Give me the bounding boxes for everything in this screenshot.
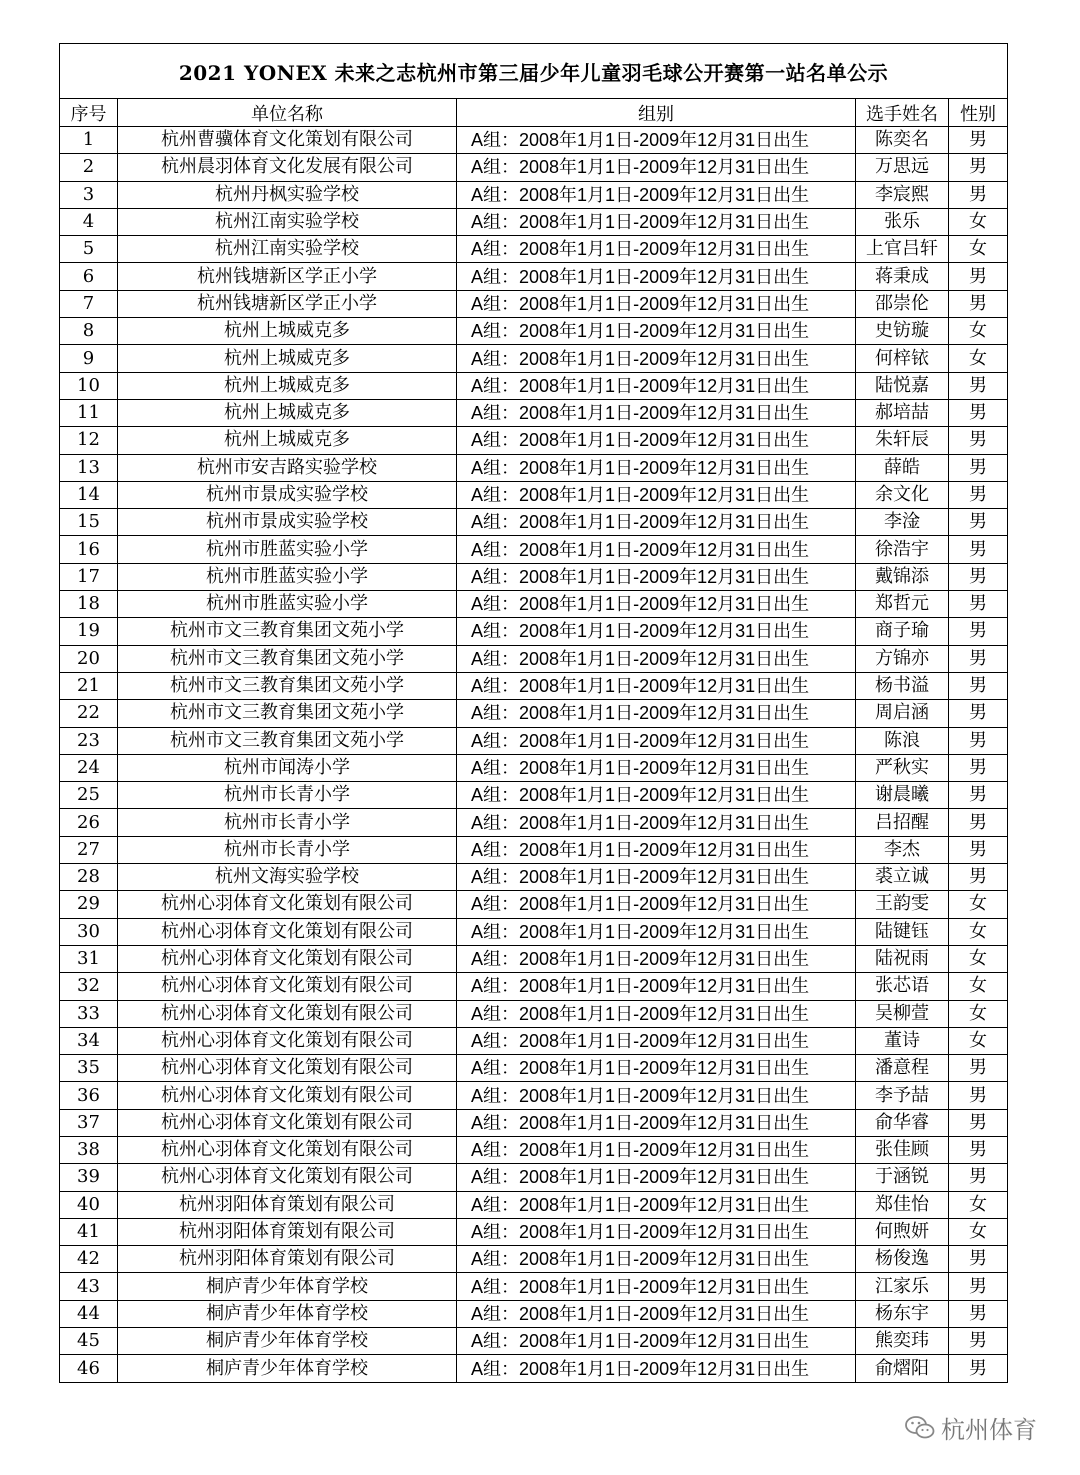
- cell-group: A组：2008年1月1日-2009年12月31日出生: [457, 263, 856, 290]
- cell-gender: 女: [949, 208, 1008, 235]
- cell-group: A组：2008年1月1日-2009年12月31日出生: [457, 236, 856, 263]
- cell-gender: 男: [949, 727, 1008, 754]
- cell-player-name: 郝培喆: [856, 399, 949, 426]
- watermark-text: 杭州体育: [941, 1416, 1037, 1444]
- cell-index: 33: [60, 1000, 118, 1027]
- cell-index: 5: [60, 236, 118, 263]
- cell-group: A组：2008年1月1日-2009年12月31日出生: [457, 127, 856, 154]
- cell-unit: 杭州市长青小学: [118, 782, 457, 809]
- cell-group: A组：2008年1月1日-2009年12月31日出生: [457, 645, 856, 672]
- cell-index: 22: [60, 700, 118, 727]
- cell-unit: 桐庐青少年体育学校: [118, 1355, 457, 1382]
- cell-group: A组：2008年1月1日-2009年12月31日出生: [457, 700, 856, 727]
- cell-unit: 杭州曹骥体育文化策划有限公司: [118, 127, 457, 154]
- cell-unit: 杭州心羽体育文化策划有限公司: [118, 891, 457, 918]
- cell-gender: 男: [949, 1328, 1008, 1355]
- cell-player-name: 吴柳萱: [856, 1000, 949, 1027]
- cell-gender: 女: [949, 1191, 1008, 1218]
- cell-group: A组：2008年1月1日-2009年12月31日出生: [457, 1328, 856, 1355]
- cell-unit: 杭州心羽体育文化策划有限公司: [118, 973, 457, 1000]
- table-row: [60, 1273, 1008, 1300]
- cell-unit: 杭州心羽体育文化策划有限公司: [118, 945, 457, 972]
- cell-player-name: 郑哲元: [856, 591, 949, 618]
- table-row: [60, 864, 1008, 891]
- cell-group: A组：2008年1月1日-2009年12月31日出生: [457, 1164, 856, 1191]
- cell-unit: 杭州江南实验学校: [118, 236, 457, 263]
- cell-index: 39: [60, 1164, 118, 1191]
- cell-gender: 男: [949, 1355, 1008, 1382]
- table-row: [60, 1109, 1008, 1136]
- cell-player-name: 蒋秉成: [856, 263, 949, 290]
- cell-player-name: 陆键钰: [856, 918, 949, 945]
- cell-gender: 男: [949, 372, 1008, 399]
- cell-gender: 女: [949, 1027, 1008, 1054]
- cell-gender: 男: [949, 864, 1008, 891]
- cell-player-name: 于涵锐: [856, 1164, 949, 1191]
- cell-unit: 杭州江南实验学校: [118, 208, 457, 235]
- cell-unit: 杭州市文三教育集团文苑小学: [118, 700, 457, 727]
- table-row: [60, 1136, 1008, 1163]
- table-row: [60, 454, 1008, 481]
- cell-group: A组：2008年1月1日-2009年12月31日出生: [457, 318, 856, 345]
- cell-unit: 杭州市文三教育集团文苑小学: [118, 645, 457, 672]
- cell-player-name: 陈浪: [856, 727, 949, 754]
- cell-index: 46: [60, 1355, 118, 1382]
- cell-gender: 男: [949, 563, 1008, 590]
- table-row: [60, 618, 1008, 645]
- cell-group: A组：2008年1月1日-2009年12月31日出生: [457, 1246, 856, 1273]
- cell-player-name: 王韵雯: [856, 891, 949, 918]
- cell-player-name: 万思远: [856, 154, 949, 181]
- cell-unit: 杭州市闻涛小学: [118, 754, 457, 781]
- cell-group: A组：2008年1月1日-2009年12月31日出生: [457, 399, 856, 426]
- cell-group: A组：2008年1月1日-2009年12月31日出生: [457, 345, 856, 372]
- roster-sheet: [59, 43, 1007, 1383]
- table-row: [60, 481, 1008, 508]
- table-row: [60, 727, 1008, 754]
- header-unit: 单位名称: [118, 99, 457, 127]
- cell-player-name: 张佳顾: [856, 1136, 949, 1163]
- cell-gender: 男: [949, 127, 1008, 154]
- cell-gender: 男: [949, 672, 1008, 699]
- table-row: [60, 509, 1008, 536]
- cell-index: 28: [60, 864, 118, 891]
- cell-player-name: 李宸熙: [856, 181, 949, 208]
- cell-unit: 杭州市长青小学: [118, 809, 457, 836]
- header-row: [60, 99, 1008, 127]
- cell-group: A组：2008年1月1日-2009年12月31日出生: [457, 782, 856, 809]
- table-row: [60, 181, 1008, 208]
- cell-unit: 杭州市长青小学: [118, 836, 457, 863]
- table-row: [60, 1000, 1008, 1027]
- cell-player-name: 张乐: [856, 208, 949, 235]
- cell-unit: 杭州市景成实验学校: [118, 481, 457, 508]
- table-row: [60, 591, 1008, 618]
- cell-player-name: 吕招醒: [856, 809, 949, 836]
- cell-gender: 男: [949, 754, 1008, 781]
- cell-group: A组：2008年1月1日-2009年12月31日出生: [457, 1027, 856, 1054]
- cell-index: 40: [60, 1191, 118, 1218]
- table-row: [60, 1082, 1008, 1109]
- cell-player-name: 徐浩宇: [856, 536, 949, 563]
- cell-player-name: 张芯语: [856, 973, 949, 1000]
- table-row: [60, 918, 1008, 945]
- cell-gender: 男: [949, 836, 1008, 863]
- cell-gender: 女: [949, 345, 1008, 372]
- cell-group: A组：2008年1月1日-2009年12月31日出生: [457, 809, 856, 836]
- cell-index: 4: [60, 208, 118, 235]
- cell-group: A组：2008年1月1日-2009年12月31日出生: [457, 1055, 856, 1082]
- cell-player-name: 裘立诚: [856, 864, 949, 891]
- cell-group: A组：2008年1月1日-2009年12月31日出生: [457, 727, 856, 754]
- cell-player-name: 何梓铱: [856, 345, 949, 372]
- header-player-name: 选手姓名: [856, 99, 949, 127]
- cell-gender: 女: [949, 973, 1008, 1000]
- table-row: [60, 1246, 1008, 1273]
- cell-player-name: 严秋实: [856, 754, 949, 781]
- cell-gender: 男: [949, 1055, 1008, 1082]
- cell-unit: 杭州文海实验学校: [118, 864, 457, 891]
- cell-index: 18: [60, 591, 118, 618]
- cell-unit: 杭州钱塘新区学正小学: [118, 290, 457, 317]
- cell-index: 1: [60, 127, 118, 154]
- cell-gender: 男: [949, 181, 1008, 208]
- cell-index: 2: [60, 154, 118, 181]
- table-row: [60, 154, 1008, 181]
- cell-index: 21: [60, 672, 118, 699]
- cell-group: A组：2008年1月1日-2009年12月31日出生: [457, 208, 856, 235]
- cell-player-name: 陆悦嘉: [856, 372, 949, 399]
- cell-group: A组：2008年1月1日-2009年12月31日出生: [457, 1191, 856, 1218]
- cell-index: 36: [60, 1082, 118, 1109]
- table-row: [60, 672, 1008, 699]
- cell-unit: 杭州心羽体育文化策划有限公司: [118, 1000, 457, 1027]
- cell-unit: 杭州市景成实验学校: [118, 509, 457, 536]
- cell-player-name: 郑佳怡: [856, 1191, 949, 1218]
- cell-player-name: 董诗: [856, 1027, 949, 1054]
- cell-unit: 杭州上城威克多: [118, 427, 457, 454]
- cell-gender: 男: [949, 399, 1008, 426]
- table-row: [60, 1164, 1008, 1191]
- cell-gender: 男: [949, 427, 1008, 454]
- cell-index: 19: [60, 618, 118, 645]
- table-row: [60, 372, 1008, 399]
- table-row: [60, 1355, 1008, 1382]
- cell-unit: 杭州晨羽体育文化发展有限公司: [118, 154, 457, 181]
- cell-group: A组：2008年1月1日-2009年12月31日出生: [457, 945, 856, 972]
- cell-group: A组：2008年1月1日-2009年12月31日出生: [457, 290, 856, 317]
- cell-player-name: 史钫璇: [856, 318, 949, 345]
- cell-index: 37: [60, 1109, 118, 1136]
- cell-player-name: 戴锦添: [856, 563, 949, 590]
- cell-unit: 杭州市胜蓝实验小学: [118, 536, 457, 563]
- document-title: 2021 YONEX 未来之志杭州市第三届少年儿童羽毛球公开赛第一站名单公示: [60, 44, 1008, 99]
- cell-group: A组：2008年1月1日-2009年12月31日出生: [457, 181, 856, 208]
- cell-unit: 杭州上城威克多: [118, 318, 457, 345]
- cell-unit: 杭州市文三教育集团文苑小学: [118, 672, 457, 699]
- table-row: [60, 208, 1008, 235]
- cell-player-name: 俞熠阳: [856, 1355, 949, 1382]
- cell-gender: 男: [949, 618, 1008, 645]
- cell-gender: 男: [949, 782, 1008, 809]
- cell-index: 12: [60, 427, 118, 454]
- table-row: [60, 536, 1008, 563]
- cell-group: A组：2008年1月1日-2009年12月31日出生: [457, 509, 856, 536]
- table-row: [60, 1328, 1008, 1355]
- cell-unit: 杭州心羽体育文化策划有限公司: [118, 1055, 457, 1082]
- table-row: [60, 236, 1008, 263]
- cell-gender: 男: [949, 1164, 1008, 1191]
- cell-unit: 杭州丹枫实验学校: [118, 181, 457, 208]
- cell-group: A组：2008年1月1日-2009年12月31日出生: [457, 427, 856, 454]
- cell-gender: 男: [949, 154, 1008, 181]
- cell-group: A组：2008年1月1日-2009年12月31日出生: [457, 372, 856, 399]
- cell-gender: 女: [949, 918, 1008, 945]
- cell-gender: 男: [949, 1300, 1008, 1327]
- cell-group: A组：2008年1月1日-2009年12月31日出生: [457, 563, 856, 590]
- table-row: [60, 1055, 1008, 1082]
- cell-group: A组：2008年1月1日-2009年12月31日出生: [457, 536, 856, 563]
- cell-group: A组：2008年1月1日-2009年12月31日出生: [457, 1136, 856, 1163]
- cell-unit: 杭州上城威克多: [118, 399, 457, 426]
- cell-player-name: 杨书溢: [856, 672, 949, 699]
- table-row: [60, 1027, 1008, 1054]
- cell-unit: 桐庐青少年体育学校: [118, 1328, 457, 1355]
- cell-gender: 男: [949, 290, 1008, 317]
- table-row: [60, 263, 1008, 290]
- cell-player-name: 上官吕轩: [856, 236, 949, 263]
- cell-index: 35: [60, 1055, 118, 1082]
- table-row: [60, 700, 1008, 727]
- table-row: [60, 782, 1008, 809]
- cell-player-name: 何煦妍: [856, 1218, 949, 1245]
- cell-unit: 杭州市文三教育集团文苑小学: [118, 727, 457, 754]
- cell-group: A组：2008年1月1日-2009年12月31日出生: [457, 864, 856, 891]
- cell-gender: 男: [949, 481, 1008, 508]
- cell-gender: 男: [949, 1273, 1008, 1300]
- cell-index: 34: [60, 1027, 118, 1054]
- cell-group: A组：2008年1月1日-2009年12月31日出生: [457, 618, 856, 645]
- cell-group: A组：2008年1月1日-2009年12月31日出生: [457, 836, 856, 863]
- cell-index: 38: [60, 1136, 118, 1163]
- cell-unit: 杭州心羽体育文化策划有限公司: [118, 1136, 457, 1163]
- table-row: [60, 836, 1008, 863]
- cell-group: A组：2008年1月1日-2009年12月31日出生: [457, 591, 856, 618]
- cell-unit: 杭州市安吉路实验学校: [118, 454, 457, 481]
- table-row: [60, 399, 1008, 426]
- cell-index: 6: [60, 263, 118, 290]
- cell-index: 16: [60, 536, 118, 563]
- cell-player-name: 俞华睿: [856, 1109, 949, 1136]
- cell-gender: 女: [949, 318, 1008, 345]
- cell-player-name: 谢晨曦: [856, 782, 949, 809]
- cell-player-name: 杨东宇: [856, 1300, 949, 1327]
- cell-unit: 杭州上城威克多: [118, 345, 457, 372]
- cell-unit: 杭州心羽体育文化策划有限公司: [118, 1027, 457, 1054]
- roster-table: [59, 43, 1008, 1383]
- cell-gender: 女: [949, 236, 1008, 263]
- cell-gender: 男: [949, 809, 1008, 836]
- cell-index: 23: [60, 727, 118, 754]
- table-row: [60, 1191, 1008, 1218]
- cell-gender: 男: [949, 700, 1008, 727]
- cell-index: 9: [60, 345, 118, 372]
- cell-index: 41: [60, 1218, 118, 1245]
- cell-unit: 桐庐青少年体育学校: [118, 1273, 457, 1300]
- cell-unit: 杭州心羽体育文化策划有限公司: [118, 1164, 457, 1191]
- table-row: [60, 754, 1008, 781]
- cell-gender: 男: [949, 454, 1008, 481]
- cell-index: 8: [60, 318, 118, 345]
- cell-index: 29: [60, 891, 118, 918]
- cell-player-name: 潘意程: [856, 1055, 949, 1082]
- cell-unit: 杭州羽阳体育策划有限公司: [118, 1191, 457, 1218]
- cell-gender: 男: [949, 1246, 1008, 1273]
- cell-player-name: 薛皓: [856, 454, 949, 481]
- table-row: [60, 891, 1008, 918]
- roster-body: [60, 127, 1008, 1383]
- cell-group: A组：2008年1月1日-2009年12月31日出生: [457, 1000, 856, 1027]
- cell-gender: 男: [949, 536, 1008, 563]
- table-row: [60, 345, 1008, 372]
- cell-group: A组：2008年1月1日-2009年12月31日出生: [457, 1109, 856, 1136]
- cell-group: A组：2008年1月1日-2009年12月31日出生: [457, 973, 856, 1000]
- cell-unit: 桐庐青少年体育学校: [118, 1300, 457, 1327]
- cell-index: 3: [60, 181, 118, 208]
- cell-player-name: 陆祝雨: [856, 945, 949, 972]
- cell-unit: 杭州上城威克多: [118, 372, 457, 399]
- table-row: [60, 945, 1008, 972]
- cell-index: 32: [60, 973, 118, 1000]
- cell-unit: 杭州羽阳体育策划有限公司: [118, 1246, 457, 1273]
- cell-index: 43: [60, 1273, 118, 1300]
- cell-gender: 女: [949, 1000, 1008, 1027]
- cell-player-name: 熊奕玮: [856, 1328, 949, 1355]
- cell-unit: 杭州市胜蓝实验小学: [118, 563, 457, 590]
- cell-group: A组：2008年1月1日-2009年12月31日出生: [457, 918, 856, 945]
- cell-group: A组：2008年1月1日-2009年12月31日出生: [457, 481, 856, 508]
- cell-gender: 男: [949, 1082, 1008, 1109]
- watermark: [905, 1410, 1037, 1445]
- cell-group: A组：2008年1月1日-2009年12月31日出生: [457, 1355, 856, 1382]
- cell-index: 14: [60, 481, 118, 508]
- cell-player-name: 李杰: [856, 836, 949, 863]
- cell-index: 45: [60, 1328, 118, 1355]
- cell-player-name: 陈奕名: [856, 127, 949, 154]
- cell-group: A组：2008年1月1日-2009年12月31日出生: [457, 754, 856, 781]
- cell-player-name: 朱轩辰: [856, 427, 949, 454]
- table-row: [60, 563, 1008, 590]
- cell-player-name: 邵崇伦: [856, 290, 949, 317]
- table-row: [60, 290, 1008, 317]
- cell-player-name: 李淦: [856, 509, 949, 536]
- header-index: 序号: [60, 99, 118, 127]
- cell-index: 26: [60, 809, 118, 836]
- table-row: [60, 427, 1008, 454]
- cell-index: 10: [60, 372, 118, 399]
- cell-index: 27: [60, 836, 118, 863]
- table-row: [60, 809, 1008, 836]
- cell-player-name: 方锦亦: [856, 645, 949, 672]
- cell-index: 11: [60, 399, 118, 426]
- cell-unit: 杭州钱塘新区学正小学: [118, 263, 457, 290]
- wechat-icon: [905, 1415, 935, 1441]
- cell-group: A组：2008年1月1日-2009年12月31日出生: [457, 154, 856, 181]
- cell-player-name: 商子瑜: [856, 618, 949, 645]
- cell-gender: 女: [949, 1218, 1008, 1245]
- table-row: [60, 318, 1008, 345]
- cell-group: A组：2008年1月1日-2009年12月31日出生: [457, 1082, 856, 1109]
- cell-index: 31: [60, 945, 118, 972]
- cell-player-name: 李予喆: [856, 1082, 949, 1109]
- cell-group: A组：2008年1月1日-2009年12月31日出生: [457, 1273, 856, 1300]
- cell-unit: 杭州市文三教育集团文苑小学: [118, 618, 457, 645]
- table-row: [60, 973, 1008, 1000]
- cell-index: 30: [60, 918, 118, 945]
- cell-index: 13: [60, 454, 118, 481]
- cell-group: A组：2008年1月1日-2009年12月31日出生: [457, 454, 856, 481]
- cell-index: 17: [60, 563, 118, 590]
- cell-player-name: 杨俊逸: [856, 1246, 949, 1273]
- cell-unit: 杭州心羽体育文化策划有限公司: [118, 1082, 457, 1109]
- header-gender: 性别: [949, 99, 1008, 127]
- cell-group: A组：2008年1月1日-2009年12月31日出生: [457, 1218, 856, 1245]
- cell-gender: 男: [949, 509, 1008, 536]
- cell-gender: 男: [949, 1109, 1008, 1136]
- cell-index: 7: [60, 290, 118, 317]
- cell-gender: 男: [949, 591, 1008, 618]
- cell-gender: 男: [949, 263, 1008, 290]
- table-row: [60, 1300, 1008, 1327]
- cell-player-name: 周启涵: [856, 700, 949, 727]
- cell-player-name: 余文化: [856, 481, 949, 508]
- cell-index: 20: [60, 645, 118, 672]
- cell-group: A组：2008年1月1日-2009年12月31日出生: [457, 1300, 856, 1327]
- cell-gender: 男: [949, 645, 1008, 672]
- table-row: [60, 127, 1008, 154]
- cell-unit: 杭州市胜蓝实验小学: [118, 591, 457, 618]
- cell-group: A组：2008年1月1日-2009年12月31日出生: [457, 672, 856, 699]
- cell-gender: 女: [949, 945, 1008, 972]
- cell-index: 15: [60, 509, 118, 536]
- cell-unit: 杭州心羽体育文化策划有限公司: [118, 1109, 457, 1136]
- table-row: [60, 1218, 1008, 1245]
- cell-index: 24: [60, 754, 118, 781]
- cell-unit: 杭州心羽体育文化策划有限公司: [118, 918, 457, 945]
- cell-player-name: 江家乐: [856, 1273, 949, 1300]
- cell-index: 44: [60, 1300, 118, 1327]
- cell-unit: 杭州羽阳体育策划有限公司: [118, 1218, 457, 1245]
- cell-index: 25: [60, 782, 118, 809]
- header-group: 组别: [457, 99, 856, 127]
- cell-index: 42: [60, 1246, 118, 1273]
- cell-gender: 女: [949, 891, 1008, 918]
- cell-group: A组：2008年1月1日-2009年12月31日出生: [457, 891, 856, 918]
- table-row: [60, 645, 1008, 672]
- cell-gender: 男: [949, 1136, 1008, 1163]
